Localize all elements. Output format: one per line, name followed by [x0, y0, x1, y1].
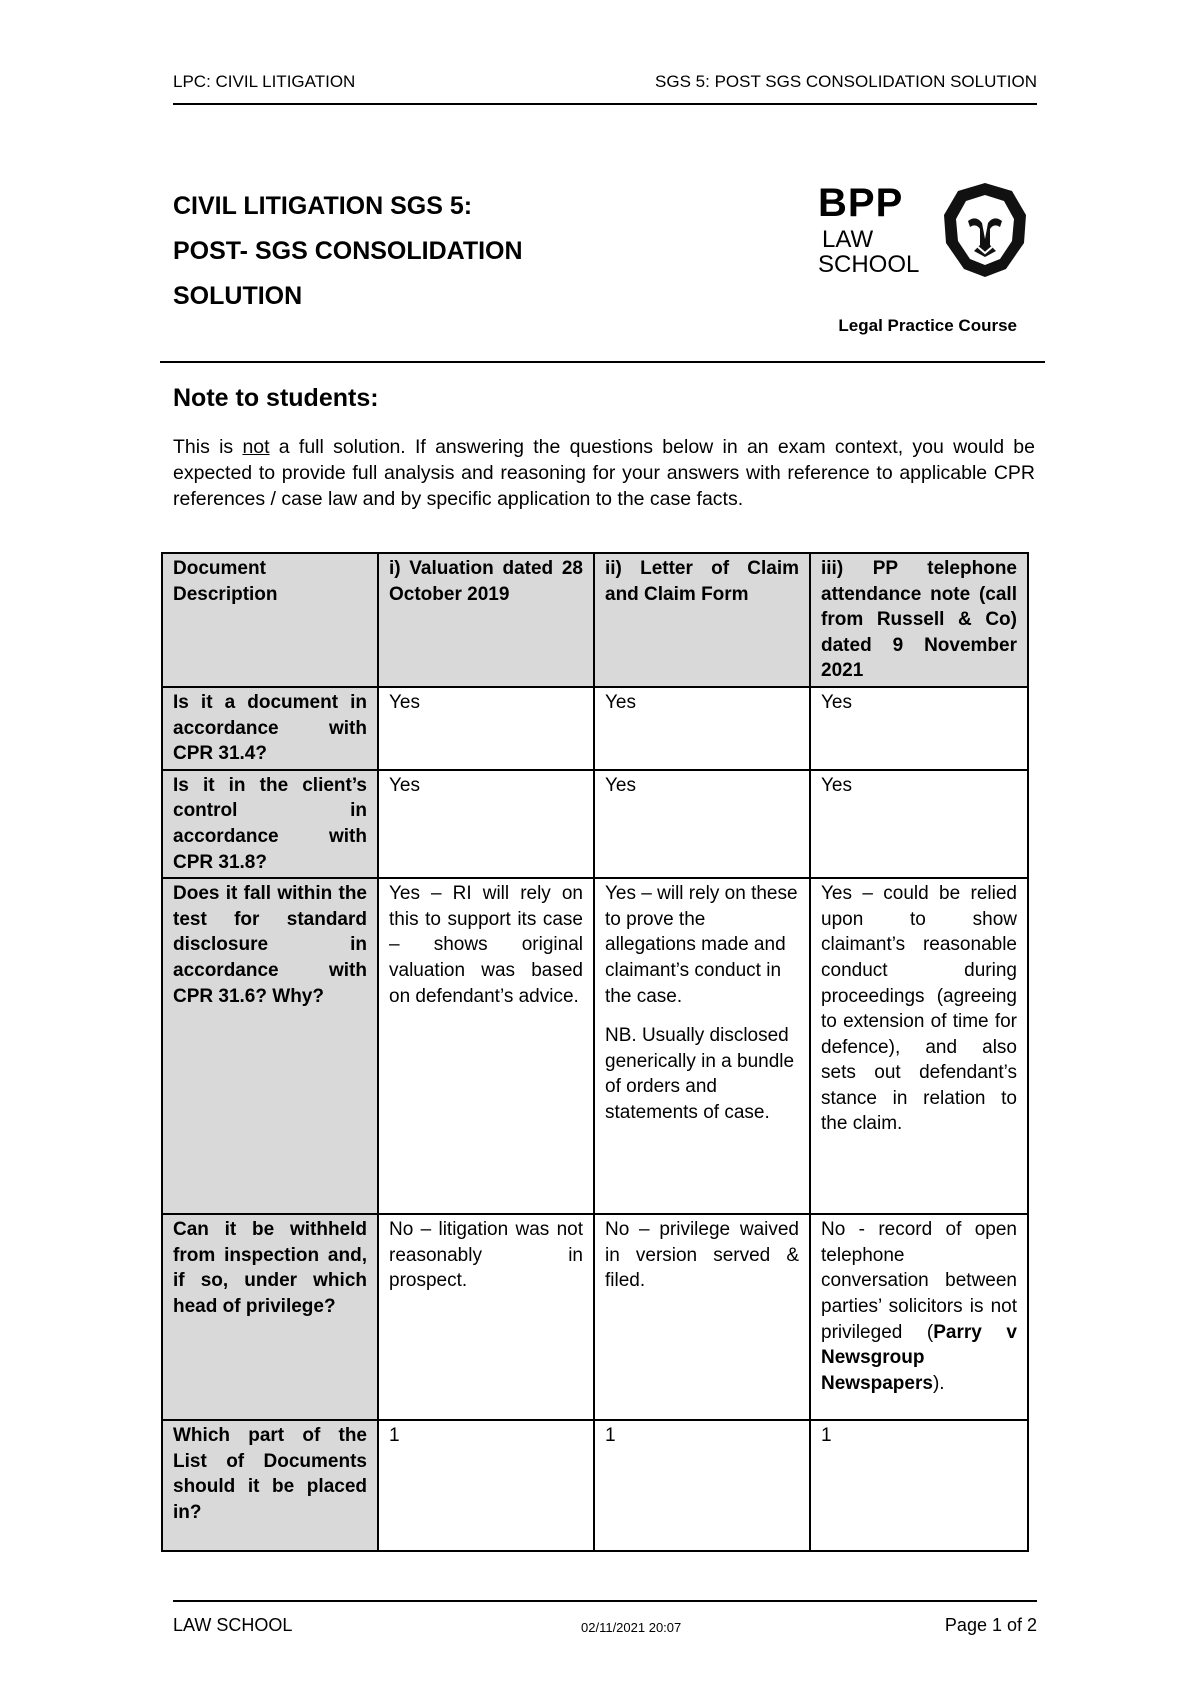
table-cell: Yes [378, 687, 594, 770]
table-row [162, 1214, 1028, 1420]
table-row [162, 1420, 1028, 1551]
table-row [162, 878, 1028, 1214]
cell-text: No - record of open telephone conversation between parties’ solicitors is not privileged ( [821, 1219, 1017, 1343]
table-cell: Yes – could be relied upon to show claimant’s reasonable conduct during proceedings (agreeing to extension of time for defence), and also sets out defendant’s stance in relation to the claim. [810, 878, 1028, 1214]
disclosure-table [161, 552, 1029, 1552]
row-question: Can it be withheld from inspection and, if so, under which head of privilege? [162, 1214, 378, 1420]
note-paragraph [173, 434, 1035, 512]
cell-paragraph: Yes – will rely on these to prove the allegations made and claimant’s conduct in the case. [605, 883, 798, 1007]
row-question: Does it fall within the test for standard disclosure in accordance with CPR 31.6? Why? [162, 878, 378, 1214]
header-attendance-note: iii) PP telephone attendance note (call from Russell & Co) dated 9 November 2021 [810, 553, 1028, 687]
header-document-description: Document Description [162, 553, 378, 687]
table-cell: No – litigation was not reasonably in prospect. [378, 1214, 594, 1420]
cell-text: ). [932, 1372, 945, 1394]
cell-paragraph: NB. Usually disclosed generically in a bundle of orders and statements of case. [605, 1025, 795, 1123]
table-cell [810, 1214, 1028, 1420]
cell-spacer [605, 1009, 799, 1023]
row-question: Is it a document in accordance with CPR 31.4? [162, 687, 378, 770]
lion-head-icon [940, 181, 1030, 279]
table-cell: 1 [378, 1420, 594, 1551]
header-course-title: LPC: CIVIL LITIGATION [173, 72, 356, 91]
table-cell: Yes [810, 687, 1028, 770]
note-text-end: a full solution. If answering the questions below in an exam context, you would be expected to provide full analysis and reasoning for your answers with reference to applicable CPR references / case law and by specific application to the case facts. [173, 436, 1035, 510]
table-row [162, 687, 1028, 770]
header-letter-of-claim: ii) Letter of Claim and Claim Form [594, 553, 810, 687]
table-cell: Yes [594, 687, 810, 770]
note-emphasis: not [242, 436, 270, 458]
header-valuation: i) Valuation dated 28 October 2019 [378, 553, 594, 687]
course-name: Legal Practice Course [838, 316, 1017, 335]
footer-date: 02/11/2021 20:07 [581, 1620, 682, 1635]
header-document-title: SGS 5: POST SGS CONSOLIDATION SOLUTION [655, 72, 1037, 91]
table-cell: 1 [810, 1420, 1028, 1551]
table-cell: Yes [810, 770, 1028, 878]
logo-brand: BPP [818, 181, 904, 225]
title-line-1: CIVIL LITIGATION SGS 5: [173, 192, 473, 220]
table-cell: Yes [594, 770, 810, 878]
footer-divider [173, 1600, 1037, 1602]
row-question: Is it in the client’s control in accordance with CPR 31.8? [162, 770, 378, 878]
title-line-2: POST- SGS CONSOLIDATION [173, 237, 523, 265]
logo-law-text: LAW [822, 226, 874, 253]
header-divider [173, 103, 1037, 105]
table-row [162, 770, 1028, 878]
note-heading: Note to students: [173, 384, 379, 412]
case-citation: Parry v Newsgroup Newspapers [821, 1321, 1017, 1394]
table-cell: 1 [594, 1420, 810, 1551]
table-header-row [162, 553, 1028, 687]
table-cell [594, 878, 810, 1214]
row-question: Which part of the List of Documents should it be placed in? [162, 1420, 378, 1551]
table-cell: Yes [378, 770, 594, 878]
table-cell: No – privilege waived in version served & filed. [594, 1214, 810, 1420]
note-text-start: This is [173, 436, 243, 458]
footer-page-number: Page 1 of 2 [944, 1615, 1037, 1635]
footer-school: LAW SCHOOL [173, 1615, 293, 1635]
title-divider [160, 361, 1045, 363]
title-line-3: SOLUTION [173, 282, 303, 310]
logo-school-text: SCHOOL [818, 251, 920, 278]
table-cell: Yes – RI will rely on this to support its case – shows original valuation was based on defendant’s advice. [378, 878, 594, 1214]
bpp-law-school-logo [818, 183, 1018, 283]
document-title [173, 184, 523, 319]
